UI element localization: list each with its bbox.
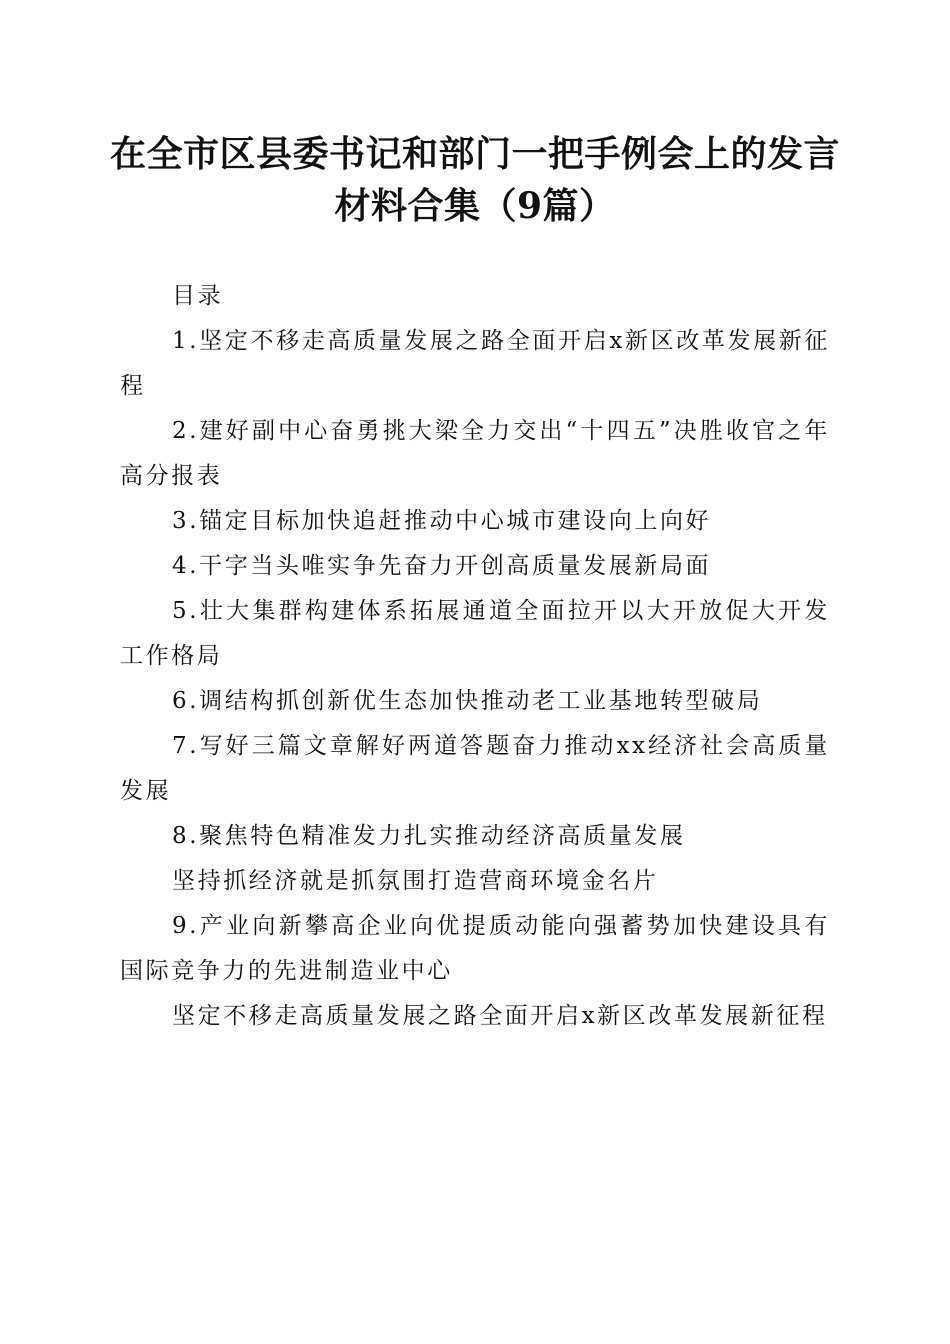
- toc-item-7: 7.写好三篇文章解好两道答题奋力推动xx经济社会高质量发展: [120, 733, 830, 804]
- toc-heading: 目录: [172, 283, 224, 309]
- toc-item-6: 6.调结构抓创新优生态加快推动老工业基地转型破局: [172, 688, 763, 714]
- toc-item-5: 5.壮大集群构建体系拓展通道全面拉开以大开放促大开发工作格局: [120, 598, 830, 669]
- toc-item-4: 4.干字当头唯实争先奋力开创高质量发展新局面: [172, 553, 712, 579]
- toc-item-3: 3.锚定目标加快追赶推动中心城市建设向上向好: [172, 508, 712, 534]
- toc-item-8-subtitle: 坚持抓经济就是抓氛围打造营商环境金名片: [172, 868, 659, 894]
- title-line-2: 材料合集（9篇）: [334, 185, 616, 227]
- toc-item-9: 9.产业向新攀高企业向优提质动能向强蓄势加快建设具有国际竞争力的先进制造业中心: [120, 913, 830, 984]
- first-article-title: 坚定不移走高质量发展之路全面开启x新区改革发展新征程: [172, 1003, 828, 1029]
- document-body: [120, 274, 830, 1039]
- toc-item-8: 8.聚焦特色精准发力扎实推动经济高质量发展: [172, 823, 686, 849]
- title-line-1: 在全市区县委书记和部门一把手例会上的发言: [110, 133, 841, 175]
- toc-item-1: 1.坚定不移走高质量发展之路全面开启x新区改革发展新征程: [120, 328, 830, 399]
- toc-item-2: 2.建好副中心奋勇挑大梁全力交出“十四五”决胜收官之年高分报表: [120, 418, 830, 489]
- document-title: [110, 128, 840, 232]
